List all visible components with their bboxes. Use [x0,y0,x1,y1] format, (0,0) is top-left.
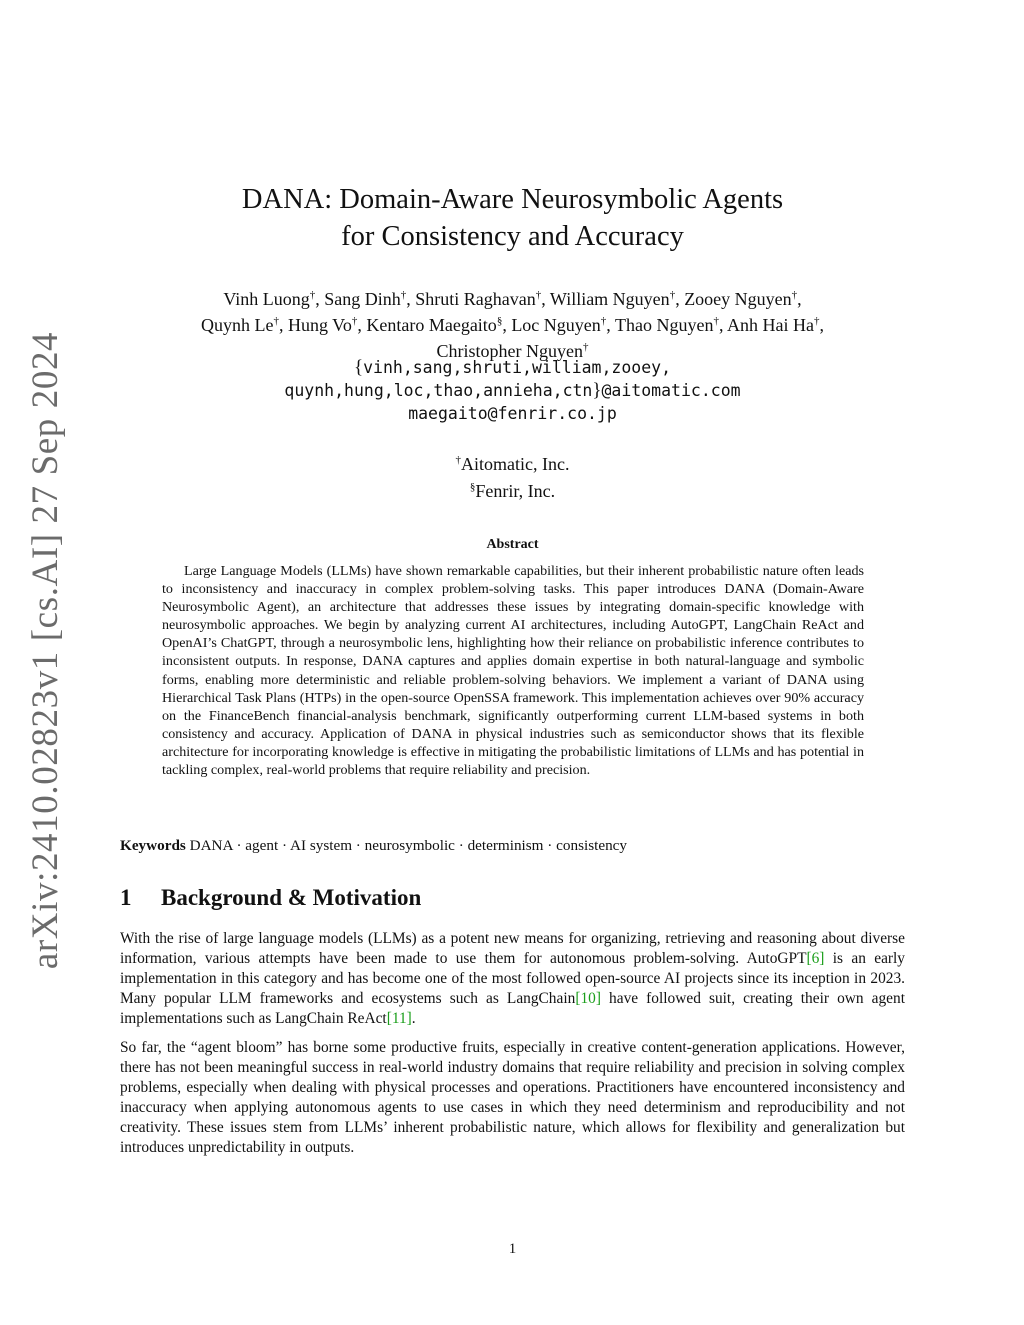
keywords-line [120,836,905,856]
author-name: Hung Vo [288,315,352,335]
author-name: Zooey Nguyen [684,289,792,309]
abstract-body: Large Language Models (LLMs) have shown remarkable capabilities, but their inherent probabilistic nature often leads to inconsistency and inaccuracy in complex problem-solving tasks. This paper introduces DANA (Domain-Aware Neurosymbolic Agent), an architecture that addresses these issues by integrating domain-specific knowledge with neurosymbolic approaches. We begin by analyzing current AI architectures, including AutoGPT, LangChain ReAct and OpenAI’s ChatGPT, through a neurosymbolic lens, highlighting how their reliance on probabilistic inference contributes to inconsistent outputs. In response, DANA captures and applies domain expertise in both natural-language and symbolic forms, enabling more deterministic and reliable problem-solving behaviors. We implement a variant of DANA using Hierarchical Task Plans (HTPs) in the open-source OpenSSA framework. This implementation achieves over 90% accuracy on the FinanceBench financial-analysis benchmark, significantly outperforming current LLM-based systems in both consistency and accuracy. Application of DANA in physical industries such as semiconductor shows that its flexible architecture for incorporating knowledge is effective in mitigating the probabilistic limitations of LLMs and has potential in tackling complex, real-world problems that require reliability and precision. [162,563,864,779]
paper-title [120,181,905,255]
author-affiliation-mark: † [813,315,820,327]
arxiv-identifier-text: arXiv:2410.02823v1 [cs.AI] 27 Sep 2024 [25,331,67,969]
author-name: Kentaro Maegaito [366,315,497,335]
author-name: Christopher Nguyen [436,341,583,361]
abstract-heading: Abstract [486,537,539,552]
email-group-line-2: quynh,hung,loc,thao,annieha,ctn [284,381,593,400]
author-affiliation-mark: † [600,315,607,327]
author-affiliation-mark: † [535,289,542,301]
affiliation-list [120,449,905,503]
section-heading [120,883,905,913]
section-title: Background & Motivation [161,885,422,910]
author-affiliation-mark: † [791,289,798,301]
author-affiliation-mark: † [400,289,407,301]
page-number: 1 [508,1241,517,1257]
author-affiliation-mark: § [496,315,503,327]
citation-link[interactable]: [6] [806,949,825,967]
paragraph-text: With the rise of large language models (LLMs) as a potent new means for organizing, retrieving and reasoning about diverse information, various attempts have been made to use them for autonomous problem-solving. AutoGPT [120,930,905,967]
body-paragraph-1 [120,929,905,1029]
author-name: Sang Dinh [324,289,401,309]
author-name: Quynh Le [201,315,274,335]
keywords-label: Keywords [120,837,186,854]
author-name: Shruti Raghavan [415,289,536,309]
email-brace-open: { [353,357,364,378]
paragraph-text: have followed suit, creating their own agent implementations such as LangChain ReAct [120,989,905,1027]
email-brace-close: } [592,380,602,401]
paragraph-text: is an early implementation in this category and has become one of the most followed open-source AI projects since its inception in 2023. Many popular LLM frameworks and ecosystems such as LangChain [120,949,905,1007]
title-line-1: DANA: Domain-Aware Neurosymbolic Agents [241,184,784,215]
affiliation-name: Fenrir, Inc. [475,481,556,501]
author-name: Loc Nguyen [511,315,601,335]
affiliation-mark: § [469,481,476,493]
author-affiliation-mark: † [669,289,676,301]
title-line-2: for Consistency and Accuracy [341,221,684,252]
keywords-list: DANA · agent · AI system · neurosymbolic · determinism · consistency [189,837,628,854]
author-name: Thao Nguyen [614,315,714,335]
author-affiliation-mark: † [309,289,316,301]
author-affiliation-mark: † [713,315,719,327]
author-affiliation-mark: † [273,315,279,327]
affiliation-name: Aitomatic, Inc. [461,454,570,474]
body-paragraph-2: So far, the “agent bloom” has borne some productive fruits, especially in creative content-generation applications. However, there has not been meaningful success in real-world industry domains that require reliability and precision in solving complex problems, especially when dealing with physical processes and operations. Practitioners have encountered inconsistency and inaccuracy when applying autonomous agents to use cases in which they need determinism and reproducibility and not creativity. These issues stem from LLMs’ inherent probabilistic nature, which allows for flexibility and generalization but introduces unpredictability in outputs. [120,1039,905,1156]
arxiv-identifier-stamp [16,331,76,969]
citation-link[interactable]: [10] [575,989,601,1007]
email-fenrir: maegaito@fenrir.co.jp [408,404,617,423]
author-emails [120,356,905,425]
author-name: Anh Hai Ha [726,315,814,335]
citation-link[interactable]: [11] [386,1009,412,1027]
author-affiliation-mark: † [351,315,358,327]
author-affiliation-mark: † [582,341,589,353]
section-number: 1 [120,885,132,910]
author-list: Vinh Luong†, Sang Dinh†, Shruti Raghavan†, William Nguyen†, Zooey Nguyen†, Quynh Le†, Hung Vo†, Kentaro Maegaito§, Loc Nguyen†, Thao Nguyen†, Anh Hai Ha†, Christopher Nguyen† [201,289,824,361]
email-group-line-1: vinh,sang,shruti,william,zooey, [363,358,672,377]
paragraph-text: . [411,1009,416,1027]
author-name: Vinh Luong [223,289,310,309]
author-name: William Nguyen [549,289,670,309]
affiliation-mark: † [455,454,462,466]
email-domain: @aitomatic.com [601,381,741,400]
